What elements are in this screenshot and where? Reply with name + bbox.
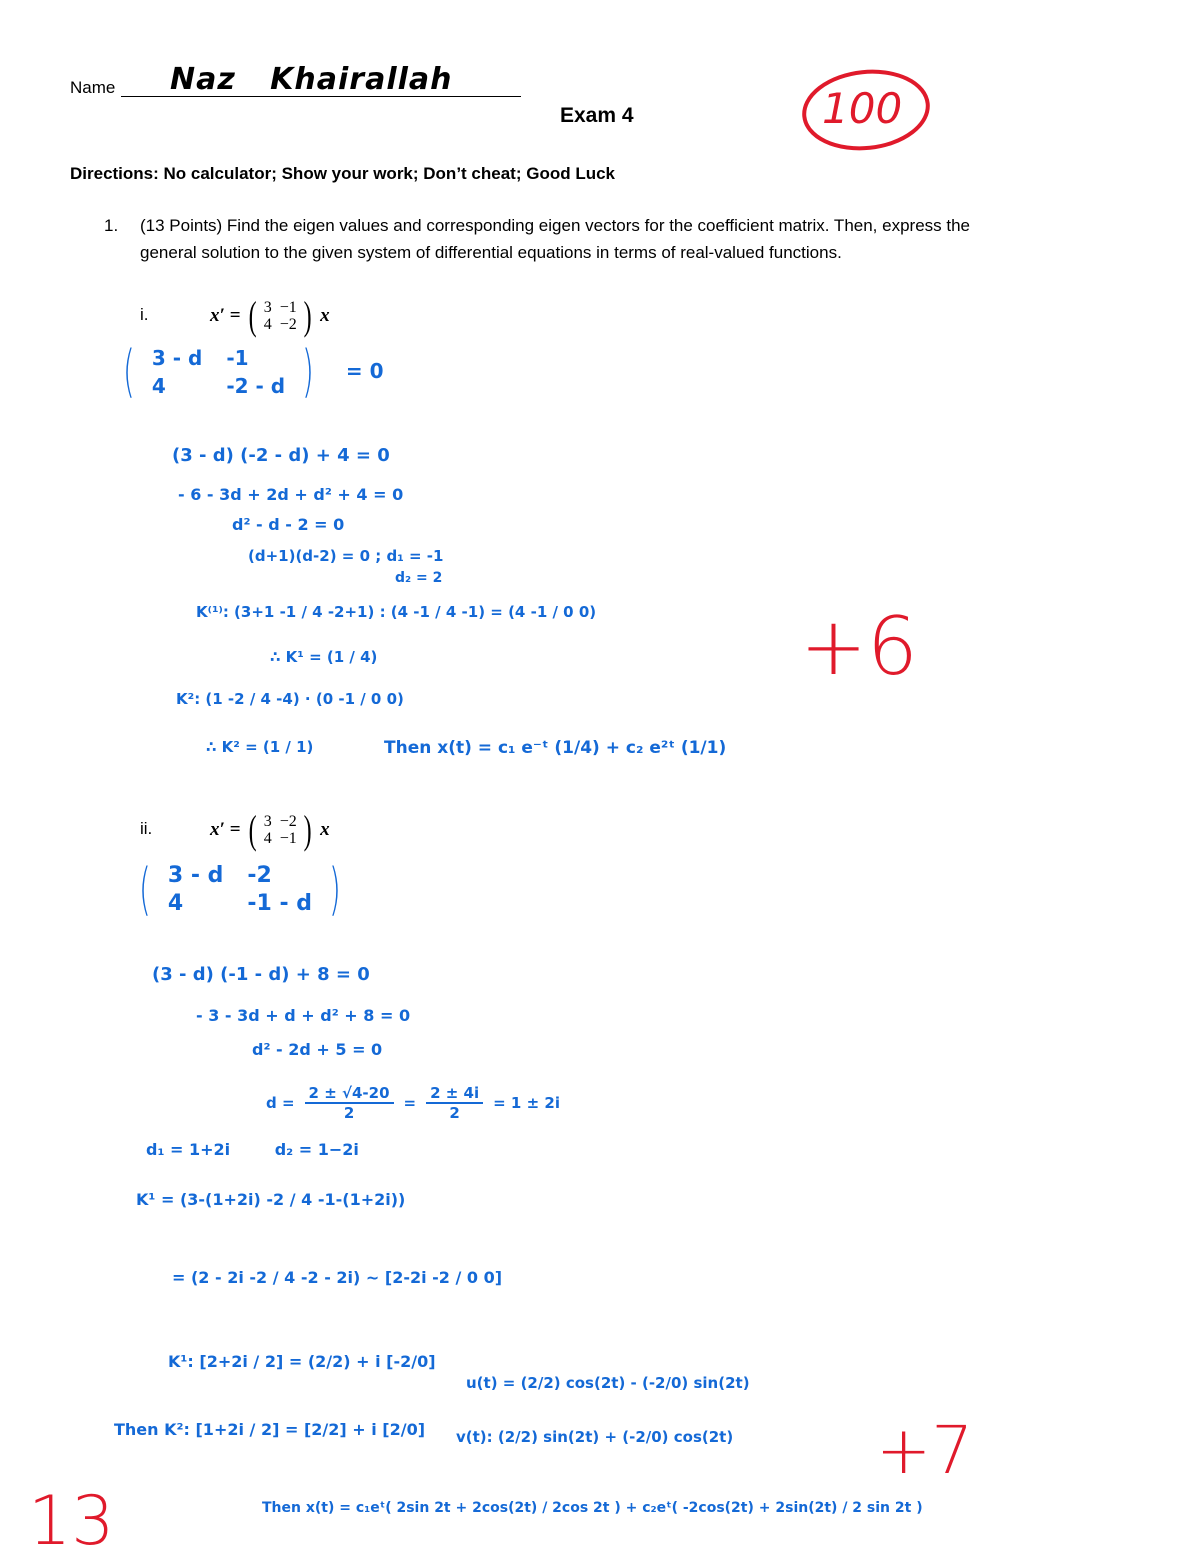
coefficient-matrix-i: ( 3 −1 4 −2 ) xyxy=(249,293,312,338)
student-name-handwritten: Naz Khairallah xyxy=(170,62,453,97)
equation-rhs: x xyxy=(320,305,330,326)
work-ii-v-line: v(t): (2/2) sin(2t) + (-2/0) cos(2t) xyxy=(456,1428,734,1446)
work-i-general-solution: Then x(t) = c₁ e⁻ᵗ (1/4) + c₂ e²ᵗ (1/1) xyxy=(384,738,727,758)
work-i-k2-line: K²: (1 -2 / 4 -4) · (0 -1 / 0 0) xyxy=(176,690,404,708)
equation-rhs: x xyxy=(320,819,330,840)
work-ii-line1: (3 - d) (-1 - d) + 8 = 0 xyxy=(152,964,370,985)
question-text-line1: (13 Points) Find the eigen values and corresponding eigen vectors for the coefficient matrix. Then, express the xyxy=(140,216,971,235)
equation-lhs: x′ = xyxy=(210,305,241,326)
coefficient-matrix-ii: ( 3 −2 4 −1 ) xyxy=(249,807,312,852)
work-ii-k1-expr: K¹ = (3-(1+2i) -2 / 4 -1-(1+2i)) xyxy=(136,1190,406,1209)
part-i-equation xyxy=(210,293,330,338)
work-ii-line2: - 3 - 3d + d + d² + 8 = 0 xyxy=(196,1006,411,1025)
work-ii-quadratic-formula: d = $\frac{2 \pm √4-20}{2}$ = $\frac{2 \pm 4i}{2}$ = 1 ± 2i xyxy=(266,1084,560,1122)
work-ii-general-solution: Then x(t) = c₁eᵗ( 2sin 2t + 2cos(2t) / 2cos 2t ) + c₂eᵗ( -2cos(2t) + 2sin(2t) / 2 sin 2t ) xyxy=(262,1500,923,1516)
work-i-k2-result: ∴ K² = (1 / 1) xyxy=(206,738,314,756)
part-ii-equation xyxy=(210,807,330,852)
work-i-line1: (3 - d) (-2 - d) + 4 = 0 xyxy=(172,445,390,466)
work-ii-line3: d² - 2d + 5 = 0 xyxy=(252,1040,383,1059)
part-i-label: i. xyxy=(140,305,149,324)
work-i-line3: d² - d - 2 = 0 xyxy=(232,515,345,534)
part-ii-label: ii. xyxy=(140,819,153,838)
score-total: 100 xyxy=(822,84,903,133)
work-ii-char-matrix: ( 3 - d -2 4 -1 - d ) xyxy=(138,857,341,922)
work-ii-u-line: u(t) = (2/2) cos(2t) - (-2/0) sin(2t) xyxy=(466,1374,750,1392)
work-ii-roots: d₁ = 1+2i d₂ = 1−2i xyxy=(146,1140,359,1159)
question-number: 1. xyxy=(104,216,119,235)
work-i-line4: (d+1)(d-2) = 0 ; d₁ = -1 xyxy=(248,547,444,565)
equation-lhs: x′ = xyxy=(210,819,241,840)
directions: Directions: No calculator; Show your work; Don’t cheat; Good Luck xyxy=(70,164,615,183)
score-part-i: +6 xyxy=(800,600,918,693)
work-i-line2: - 6 - 3d + 2d + d² + 4 = 0 xyxy=(178,485,404,504)
work-ii-k2-vector: Then K²: [1+2i / 2] = [2/2] + i [2/0] xyxy=(114,1420,426,1439)
score-part-ii: +7 xyxy=(876,1412,974,1489)
question-text-line2: general solution to the given system of differential equations in terms of real-valued functions. xyxy=(140,243,842,262)
score-question-total: 13 xyxy=(28,1482,115,1561)
work-i-line4b: d₂ = 2 xyxy=(395,570,443,586)
work-i-k1-line: K⁽¹⁾: (3+1 -1 / 4 -2+1) : (4 -1 / 4 -1) = (4 -1 / 0 0) xyxy=(196,603,597,621)
work-ii-k1-reduce: = (2 - 2i -2 / 4 -2 - 2i) ~ [2-2i -2 / 0 0] xyxy=(172,1268,503,1287)
name-label: Name xyxy=(70,78,116,97)
work-i-char-matrix: ( 3 - d -1 4 -2 - d ) = 0 xyxy=(122,339,384,404)
work-ii-k1-vector: K¹: [2+2i / 2] = (2/2) + i [-2/0] xyxy=(168,1352,436,1371)
exam-title: Exam 4 xyxy=(560,104,634,127)
work-i-k1-result: ∴ K¹ = (1 / 4) xyxy=(270,648,378,666)
